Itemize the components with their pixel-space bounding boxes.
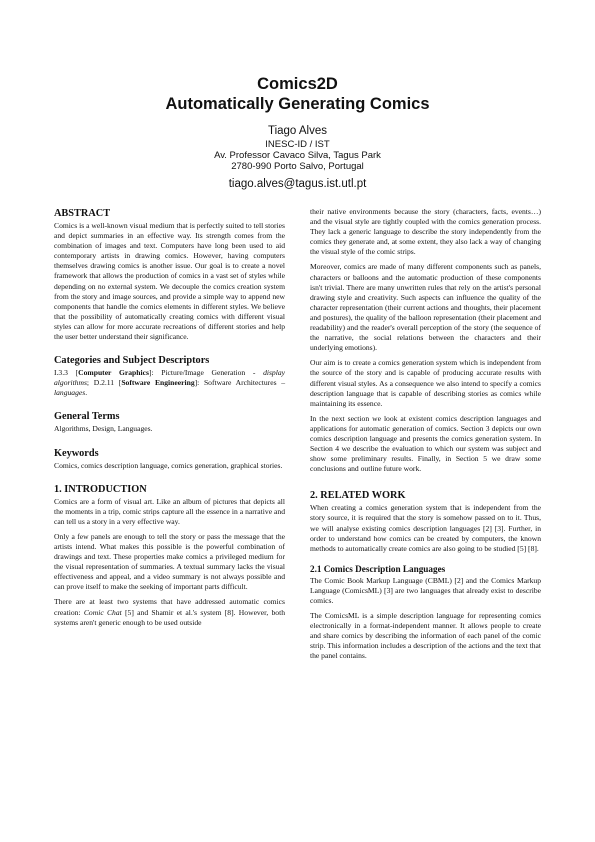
categories-text: I.3.3 [Computer Graphics]: Picture/Image Generation - display algorithms; D.2.11 [Software Engineering]: Software Architectures – languages. [54,368,285,398]
abstract-text: Comics is a well-known visual medium that is perfectly suited to tell stories and depict summaries in an effective way. Its strength comes from the combination of images and text. Computers have long been used to aid contemporary artists in drawing comics. However, having computers themselves drawing comics is another issue. Our goal is to create a novel framework that allows the production of comics in a vast set of styles while depending on no external system. We decouple the comics creation system from the story and image sources, and provide a simple way to append new components that handle the comics elements in different styles. We believe that the possibility of automatically creating comics with different visual styles can allow for more accurate recreations of different stories and help the user better understand their significance. [54,221,285,342]
author-name: Tiago Alves [267,125,328,137]
introduction-heading: 1. INTRODUCTION [54,483,147,495]
related-work-heading: 2. RELATED WORK [310,490,406,502]
abstract-heading: ABSTRACT [54,208,111,219]
intro-paragraph-5: Moreover, comics are made of many different components such as panels, characters or balloons and the automatic production of these components isn't trivial. There are many unwritten rules that rely on the artist's personal drawing style and creativity. Such aspects can influence the quality of the character representation (their current actions and thoughts, their placement and postures), the quality of the balloon representation (their placement and readability) and the reader's overall perception of the story (the sequence of the narrative, the social relations between the characters and their underlying emotions). [310,262,541,353]
intro-paragraph-7: In the next section we look at existent comics description languages and applications for automatic generation of comics. Section 3 depicts our own comics description language and presents the comics generation system. In Section 4 we describe the evaluation to which our system was subject and show some preliminary results. Finally, in Section 5 we draw some conclusions and outline future work. [310,413,541,474]
right-column [310,207,541,667]
general-terms-text: Algorithms, Design, Languages. [54,424,153,434]
intro-paragraph-1: Comics are a form of visual art. Like an album of pictures that depicts all the moments in a trip, comic strips capture all the essence in a narrative and can tell us a story in a very effective way. [54,496,285,526]
keywords-text: Comics, comics description language, comics generation, graphical stories. [54,460,283,470]
paper-title-line-1: Comics2D [257,75,338,93]
related-paragraph-3: The ComicsML is a simple description language for representing comics electronically in a format-independent manner. It allows people to create and share comics by describing the information of each panel of the comic strip. This information includes a description of the actions and the text that the panel contains. [310,611,541,661]
author-address-line-2: 2780-990 Porto Salvo, Portugal [231,161,364,172]
author-address-line-1: Av. Professor Cavaco Silva, Tagus Park [214,150,381,161]
intro-paragraph-2: Only a few panels are enough to tell the story or pass the message that the artists intend. What makes this possible is the powerful combination of drawings and text. These properties make comics a privileged medium for the visual representation of summaries. A textual summary lacks the visual effectiveness and appeal, and a video summary is not always possible and can prove itself to make the seeking of important parts difficult. [54,531,285,592]
keywords-heading: Keywords [54,447,99,459]
intro-paragraph-4: their native environments because the story (characters, facts, events…) and the visual style are tightly coupled with the comics generation process. They lack a generic language to describe the story independently from the comics they generate and, at some extent, they also lack a way of changing the visual style of the comic strips. [310,207,541,257]
categories-heading: Categories and Subject Descriptors [54,355,210,367]
comics-description-languages-heading: 2.1 Comics Description Languages [310,563,446,574]
author-affiliation: INESC-ID / IST [265,139,330,150]
intro-paragraph-3: There are at least two systems that have addressed automatic comics creation: Comic Chat [5] and Shamir et al.'s system [8]. However, both systems aren't generic enough to be used outside [54,597,286,627]
related-paragraph-2: The Comic Book Markup Language (CBML) [2] and the Comics Markup Language (ComicsML) [3] are two languages that already exist to describe comics. [310,575,541,605]
left-column [54,207,285,633]
paper-title-line-2: Automatically Generating Comics [165,95,430,113]
intro-paragraph-6: Our aim is to create a comics generation system which is independent from the source of the story and is capable of producing accurate results with different visual styles. As a consequence we also intend to specify a comics description language that is capable of describing stories as comics while maintaining its essence. [310,358,541,408]
author-email: tiago.alves@tagus.ist.utl.pt [228,178,367,190]
related-paragraph-1: When creating a comics generation system that is independent from the story source, it is required that the story is somehow passed on to it. Thus, we will analyse existing comics description languages [2] [3]. Further, in order to understand how comics can be created by computers, the known methods to automatically create comics are also going to be studied [5] [8]. [310,503,541,553]
general-terms-heading: General Terms [54,411,120,423]
